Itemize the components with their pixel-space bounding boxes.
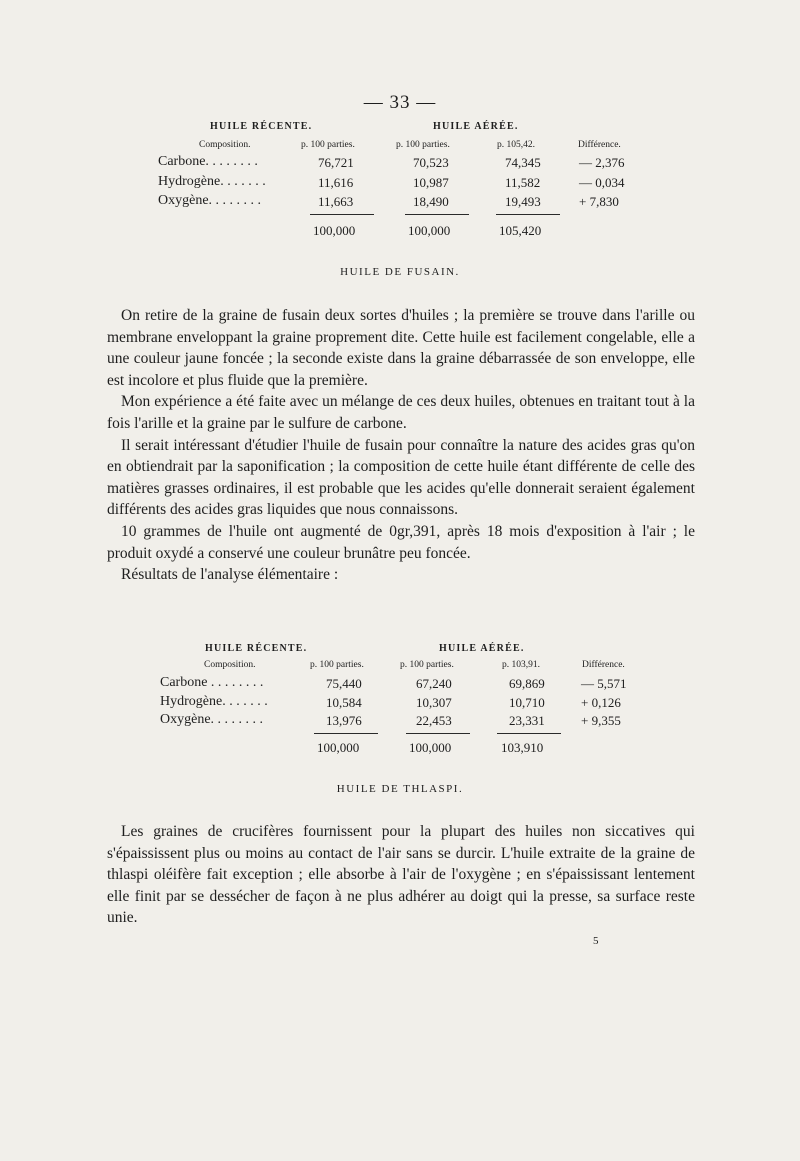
total-rule <box>496 214 560 215</box>
cell-aeree: 10,987 <box>413 175 449 190</box>
group-header-aeree: HUILE AÉRÉE. <box>439 643 525 654</box>
cell-diff: — 0,034 <box>579 175 625 190</box>
cell-recent: 11,663 <box>318 194 354 209</box>
section-heading-fusain: HUILE DE FUSAIN. <box>340 266 460 278</box>
paragraph: Mon expérience a été faite avec un mélange de ces deux huiles, obtenues en traitant tout à la fois l'arille et la graine par le sulfure de carbone. <box>107 393 695 432</box>
total-rule <box>497 733 561 734</box>
row-label-carbone: Carbone. . . . . . . . <box>158 154 258 169</box>
col-header-composition: Composition. <box>204 660 256 670</box>
col-header-composition: Composition. <box>199 140 251 150</box>
cell-diff: — 2,376 <box>579 155 625 170</box>
fusain-text <box>107 305 695 586</box>
paragraph: Les graines de crucifères fournissent pour la plupart des huiles non siccatives qui s'épaississent plus ou moins au contact de l'air sans se durcir. L'huile extraite de la graine de thlaspi oléifère fait exception ; elle absorbe à l'air de l'oxygène ; en s'épaississant lentement elle finit par se dessécher de façon à ne plus adhérer au doigt qui la presse, sa surface reste unie. <box>107 823 695 927</box>
col-header-aeree-100: p. 100 parties. <box>400 660 454 670</box>
col-header-aeree-total: p. 103,91. <box>502 660 540 670</box>
group-header-recent: HUILE RÉCENTE. <box>205 643 308 654</box>
col-header-diff: Différence. <box>578 140 621 150</box>
col-header-diff: Différence. <box>582 660 625 670</box>
page-number: — 33 — <box>363 92 437 113</box>
cell-aeree: 18,490 <box>413 194 449 209</box>
cell-aeree-total: 10,710 <box>509 695 545 710</box>
thlaspi-text <box>107 821 695 929</box>
row-label-oxygene: Oxygène. . . . . . . . <box>158 193 262 208</box>
row-label-hydrogene: Hydrogène. . . . . . . <box>160 694 268 709</box>
total-aeree-total: 103,910 <box>501 740 544 755</box>
paragraph: Résultats de l'analyse élémentaire : <box>121 566 339 584</box>
total-aeree: 100,000 <box>409 740 452 755</box>
col-header-aeree-total: p. 105,42. <box>497 140 535 150</box>
total-aeree: 100,000 <box>408 223 451 238</box>
cell-diff: + 0,126 <box>581 695 621 710</box>
total-recent: 100,000 <box>317 740 360 755</box>
cell-aeree-total: 11,582 <box>505 175 541 190</box>
section-heading-thlaspi: HUILE DE THLASPI. <box>336 783 464 795</box>
cell-diff: + 7,830 <box>579 194 619 209</box>
cell-aeree: 70,523 <box>413 155 449 170</box>
group-header-aeree: HUILE AÉRÉE. <box>433 121 519 132</box>
cell-aeree: 10,307 <box>416 695 452 710</box>
cell-aeree: 22,453 <box>416 713 452 728</box>
cell-aeree-total: 23,331 <box>509 713 545 728</box>
total-aeree-total: 105,420 <box>499 223 542 238</box>
col-header-recent: p. 100 parties. <box>310 660 364 670</box>
total-rule <box>314 733 378 734</box>
cell-aeree-total: 69,869 <box>509 676 545 691</box>
cell-recent: 76,721 <box>318 155 354 170</box>
row-label-hydrogene: Hydrogène. . . . . . . <box>158 174 266 189</box>
total-rule <box>310 214 374 215</box>
total-rule <box>405 214 469 215</box>
total-rule <box>406 733 470 734</box>
cell-recent: 11,616 <box>318 175 354 190</box>
cell-diff: — 5,571 <box>581 676 627 691</box>
col-header-recent: p. 100 parties. <box>301 140 355 150</box>
group-header-recent: HUILE RÉCENTE. <box>210 121 313 132</box>
row-label-oxygene: Oxygène. . . . . . . . <box>160 712 264 727</box>
cell-recent: 10,584 <box>326 695 362 710</box>
cell-recent: 75,440 <box>326 676 362 691</box>
cell-diff: + 9,355 <box>581 713 621 728</box>
cell-recent: 13,976 <box>326 713 362 728</box>
cell-aeree-total: 74,345 <box>505 155 541 170</box>
cell-aeree-total: 19,493 <box>505 194 541 209</box>
paragraph: 10 grammes de l'huile ont augmenté de 0gr,391, après 18 mois d'exposition à l'air ; le produit oxydé a conservé une couleur brunâtre peu foncée. <box>107 522 695 562</box>
col-header-aeree-100: p. 100 parties. <box>396 140 450 150</box>
signature-mark: 5 <box>593 935 599 947</box>
row-label-carbone: Carbone . . . . . . . . <box>160 675 264 690</box>
paragraph: On retire de la graine de fusain deux sortes d'huiles ; la première se trouve dans l'arille ou membrane enveloppant la graine proprement dite. Cette huile est facilement congelable, elle a une couleur jaune foncée ; la seconde existe dans la graine débarrassée de son enveloppe, elle est incolore et plus fluide que la première. <box>107 307 695 389</box>
cell-aeree: 67,240 <box>416 676 452 691</box>
total-recent: 100,000 <box>313 223 356 238</box>
paragraph: Il serait intéressant d'étudier l'huile de fusain pour connaître la nature des acides gras qu'on en obtiendrait par la saponification ; la composition de cette huile étant différente de celle des matières grasses ordinaires, il est probable que les acides qu'elle donnerait seraient également différents des acides gras liquides que nous connaissons. <box>107 436 695 519</box>
